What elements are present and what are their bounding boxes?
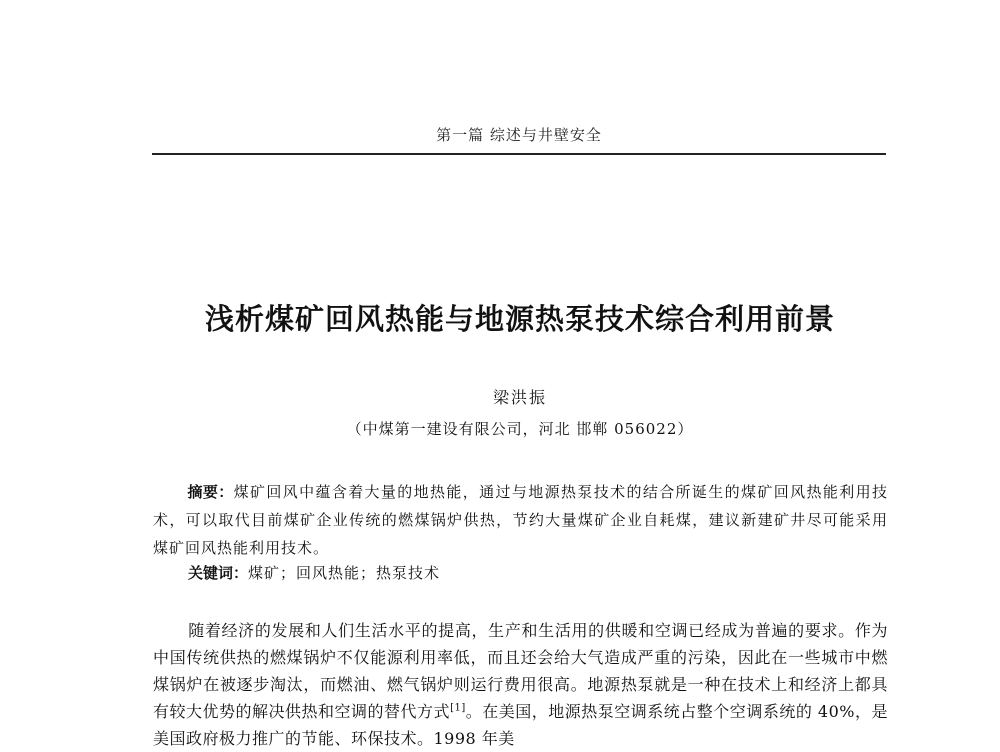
- abstract: [153, 478, 888, 562]
- citation-ref: [1]: [450, 702, 466, 714]
- body-paragraph: [153, 617, 888, 752]
- abstract-label: 摘要：: [187, 483, 234, 501]
- body-text-continued: 。在美国，地源热泵空调系统占整个空调系统的 40%，是美国政府极力推广的节能、环保技术。1998 年美: [153, 702, 888, 748]
- article-author: 梁洪振: [492, 388, 547, 407]
- keywords-text: 煤矿；回风热能；热泵技术: [248, 564, 441, 582]
- keywords: [188, 562, 888, 583]
- keywords-label: 关键词：: [188, 564, 249, 582]
- abstract-text: 煤矿回风中蕴含着大量的地热能，通过与地源热泵技术的结合所诞生的煤矿回风热能利用技术，可以取代目前煤矿企业传统的燃煤锅炉供热，节约大量煤矿企业自耗煤，建议新建矿井尽可能采用煤矿回风热能利用技术。: [153, 483, 888, 557]
- article-title: 浅析煤矿回风热能与地源热泵技术综合利用前景: [204, 302, 835, 336]
- running-header: 第一篇 综述与井壁安全: [436, 126, 602, 144]
- article-affiliation: （中煤第一建设有限公司，河北 邯郸 056022）: [346, 420, 694, 438]
- header-rule: [152, 153, 886, 155]
- body-text: 随着经济的发展和人们生活水平的提高，生产和生活用的供暖和空调已经成为普遍的要求。作为中国传统供热的燃煤锅炉不仅能源利用率低，而且还会给大气造成严重的污染，因此在一些城市中燃煤锅炉在被逐步淘汰，而燃油、燃气锅炉则运行费用很高。地源热泵就是一种在技术上和经济上都具有较大优势的解决供热和空调的替代方式: [153, 621, 888, 721]
